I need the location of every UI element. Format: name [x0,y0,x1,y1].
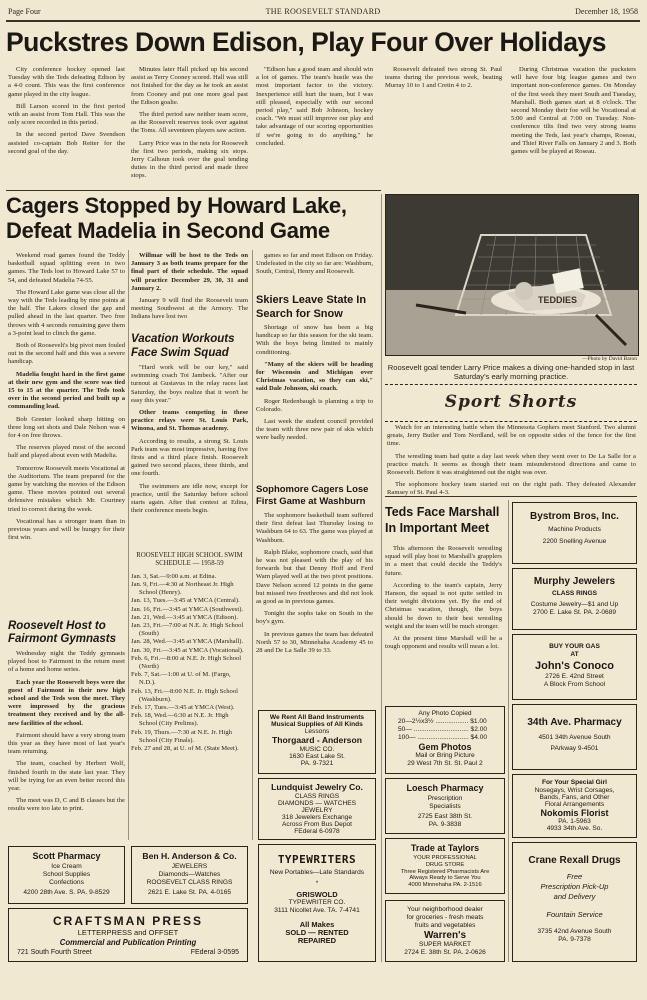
paragraph: According to the team's captain, Jerry Hanson, the squad is not quite settled in their weight divisions yet. By the end of Christmas vacation, though, the boys should be down to their best wrestling weight and the team will be much stronger. [385,581,502,630]
paragraph: At the present time Marshall will be a tough opponent and results will mean a lot. [385,635,502,651]
ad-loesch [385,778,505,834]
headline-pucksters: Puckstres Down Edison, Play Four Over Holidays [6,27,606,57]
ad-line: Across From Bus Depot [282,821,352,828]
paragraph: The team, coached by Herbert Wolf, finished fourth in the state last year. They will be trying for an even better record this year. [8,760,125,793]
ad-line: 4501 34th Avenue South [538,734,611,741]
swim-schedule-item: Jan. 9, Fri.—4:30 at Northeast Jr. High School (Henry). [131,581,234,597]
swim-schedule-item: Jan. 21, Wed.—3:45 at YMCA (Edison). [131,613,238,621]
paragraph: Wednesday night the Teddy gymnasts played host to Fairmont in the return meet of a home and home series. [8,650,125,674]
paragraph: Tomorrow Roosevelt meets Vocational at the Auditorium. The team prepared for the game by watching the movies of the Edison game. These movies pointed out several defensive mistakes which Mr. Courtney tried to correct during the week. [8,464,125,513]
paragraph: The swimmers are idle now, except for practice, until the Saturday before school starts again. After that contest at Edina, their conference meets begin. [131,482,248,515]
article-cagers-col3 [256,252,373,281]
paragraph: Shortage of snow has been a big handicap so far this season for the ski team. With the boys being limited to mainly conditioning. [256,324,373,356]
ad-line: Specialists [429,803,461,810]
ad-line: ROOSEVELT CLASS RINGS [146,879,233,886]
swim-schedule-item: Feb. 18, Wed.—6:30 at N.E. Jr. High School (City Prelims). [131,712,229,728]
paragraph: The sophomore basketball team suffered their first defeat last Thursday losing to Washburn 64 to 63. The game was played at Washburn. [256,512,373,544]
swim-schedule-item: Jan. 28, Wed.—3:45 at YMCA (Marshall). [131,638,244,646]
ad-name: Loesch Pharmacy [406,783,484,793]
ad-line: Any Photo Copied [418,710,472,717]
ad-line: * [315,880,319,887]
paragraph: Watch for an interesting battle when the Minnesota Gophers meet Stanford. Two alumni greats, Jerry Butler and Tom Nordland, will be on opposite sides of the fence for the first time. [387,424,636,448]
ad-line: SUPER MARKET [418,941,472,948]
paragraph: Each year the Roosevelt boys were the guest of Fairmont in their new high school and the Teds won the meet. They were impressed by the gracious treatment they received and by the all-new facilities of the school. [8,678,125,727]
ad-name: CRAFTSMAN PRESS [52,914,203,928]
paragraph: City conference hockey opened last Tuesday with the Teds defeating Edison by a 4-0 count. This was the first conference game played in the city league. [8,66,125,98]
ad-line: New Portables—Late Standards [269,869,365,876]
ad-line: Confections [49,879,84,886]
column-rule [128,250,129,840]
ad-line: 1630 East Lake St. [289,753,345,760]
ad-line: 50— .............................. $2.00 [398,726,488,733]
ad-line: Three Registered Pharmacists Are [400,868,490,875]
ad-line: SOLD — RENTED [285,928,349,937]
paragraph: Minutes later Hall picked up his second assist as Terry Cooney scored. Hall was still not finished for the day as he took an assist from Cooney and put one more goal past the Edison goalie. [131,66,248,106]
article-pucksters-col2 [131,66,248,185]
swim-schedule-item: Jan. 23, Fri.—7:00 at N.E. Jr. High School (South) [131,622,244,638]
paragraph: The meet was D, C and B classes but the results were too late to print. [8,797,125,813]
paragraph: Willmar will be host to the Teds on January 3 as both teams prepare for the final part of their schedule. The squad will practice December 29, 30, 31 and January 2. [131,252,248,292]
ad-name: Thorgaard - Anderson [272,735,362,745]
ad-line: CLASS RINGS [551,590,598,597]
paragraph: During Christmas vacation the pucksters will have four big league games and two important non-conference games. On Monday of the first week they meet South and Tuesday, Marshall. Both games start at 8 o'clock. The second Monday their foe will be Vocational at 5:00 and Central at 7:00 on Tuesday. Non-conference tilts find two very strong teams meeting the Teds, last year's champs, Roseau, and Thief River Falls on January 2 and 3. Both games will be played at Roseau. [511,66,636,156]
paragraph: In the second period Dave Svendson assisted co-captain Bob Reiter for the second goal of the day. [8,131,125,155]
headline-cagers: Cagers Stopped by Howard Lake, Defeat Madelia in Second Game [6,193,347,243]
ad-line: GRISWOLD [296,890,338,899]
ad-line: DIAMONDS — WATCHES [277,800,357,807]
article-swim [131,364,248,519]
ad-name: Crane Rexall Drugs [528,855,621,866]
ad-line: 29 West 7th St. St. Paul 2 [407,760,483,767]
ad-line: 2200 Snelling Avenue [542,538,607,545]
ad-name: John's Conoco [534,660,614,672]
ad-line: LETTERPRESS and OFFSET [77,928,179,937]
ad-line: PA. 1-5963 [558,818,591,825]
hockey-photo [385,194,639,356]
ad-name: 34th Ave. Pharmacy [527,717,622,728]
ad-bystrom [512,502,637,564]
ad-name: Gem Photos [418,742,472,752]
ad-line: 2725 East 38th St. [417,813,473,820]
ad-nokomis [512,774,637,838]
ad-line: Costume Jewelry—$1 and Up [530,601,619,608]
ad-line: All Makes [299,920,335,929]
ad-line: 721 South Fourth Street [17,949,92,956]
ad-line: FEderal 6-0978 [294,828,340,835]
ad-line: 2700 E. Lake St. PA. 2-0689 [532,609,617,616]
ad-line: PA. 9-7321 [300,760,334,767]
article-fairmont [8,650,125,818]
article-pucksters-col5 [511,66,636,160]
ad-line: MUSIC CO. [299,746,335,753]
paragraph: January 9 will find the Roosevelt team meeting Southwest at the Armory. The Indians have lost two [131,297,248,321]
article-skiers [256,324,373,447]
paragraph: According to results, a strong St. Louis Park team was most impressive, having five firsts and a third place finish. Roosevelt gained two second places, three thirds, and one fourth. [131,437,248,478]
column-rule [252,250,253,840]
ad-line: Commercial and Publication Printing [59,938,197,947]
ad-line: PArkway 9-4501 [550,745,599,752]
paragraph: In previous games the team has defeated North 57 to 30, Minnehaha Academy 45 to 28 and De La Salle 39 to 33. [256,630,373,655]
section-rule [6,190,381,191]
page-number: Page Four [8,7,41,16]
paragraph: The Howard Lake game was close all the way with the Teds leading by nine points at the half. The Lakers closed the gap and pulled ahead in the last quarter. Two free throws with 4 seconds remaining gave them a 3-point lead to clinch the game. [8,288,125,337]
ad-line: Your neighborhood dealer [407,906,483,913]
column-rule [381,194,382,962]
swim-schedule-item: Jan. 3, Sat.—9:00 a.m. at Edina. [131,572,217,580]
headline-fairmont: Roosevelt Host to Fairmont Gymnasts [8,620,116,645]
article-pucksters-col1 [8,66,125,160]
ad-line: Free [566,872,583,881]
ad-line: 318 Jewelers Exchange [281,814,352,821]
swim-schedule-item: Feb. 6, Fri.—8:00 at N.E. Jr. High School (North) [131,654,242,671]
ad-line: Prescription [427,795,463,802]
sport-shorts-text [387,424,636,502]
paragraph: The reserves played most of the second half and played about even with Madelia. [8,444,125,460]
ad-craftsman-press [8,908,248,962]
ad-name: Bystrom Bros, Inc. [530,511,619,522]
paragraph: Weekend road games found the Teddy basketball squad splitting even in two games. The Teds lost to Howard Lake 57 to 54, and defeated Madelia 74-55. [8,252,125,284]
ad-line: AT [570,651,579,658]
sport-shorts-box [385,384,637,422]
section-rule [385,496,637,497]
ad-scott-pharmacy [8,846,125,904]
article-sophomore [256,512,373,659]
ad-line: For Your Special Girl [542,779,607,786]
headline-skiers: Skiers Leave State In Search for Snow [256,294,367,320]
ad-thorgaard [258,710,376,774]
paragraph: Tonight the sophs take on South in the boy's gym. [256,610,373,626]
issue-date: December 18, 1958 [575,7,638,16]
column-rule [508,500,509,962]
paragraph: games so far and meet Edison on Friday. Undefeated in the city so far are: Washburn, South, Central, Henry and Roosevelt. [256,252,373,276]
swim-schedule-list [131,573,248,753]
ad-line: Bands, Fans, and Other [539,794,610,801]
swim-schedule-title: ROOSEVELT HIGH SCHOOL SWIM SCHEDULE — 1958-59 [136,552,243,568]
swim-schedule [131,552,248,753]
paragraph: "Many of the skiers will be heading for Wisconsin and Michigan over Christmas vacation, so they can ski," said Dale Johnson, ski coach. [256,360,373,393]
ad-line: 3735 42nd Avenue South [537,928,612,935]
ad-line: Fountain Service [546,910,603,919]
ad-line: 4933 34th Ave. So. [546,825,603,832]
ad-crane [512,842,637,962]
ad-line: 4000 Minnehaha PA. 2-1516 [408,882,482,889]
ad-line: TYPEWRITER CO. [288,899,346,906]
ad-line: 20—2½x3½ .................. $1.00 [398,718,487,725]
paragraph: Madelia fought hard in the first game at their new gym and the score was tied 15 to 15 at the quarter. The Teds took over in the second period and built up a commanding lead. [8,370,125,411]
paragraph: Last week the student council provided the team with three new pair of skis which were badly needed. [256,418,373,442]
paragraph: Both of Roosevelt's big pivot men fouled out in the second half and this was a severe handicap. [8,342,125,366]
paragraph: Other teams competing in these practice relays were St. Louis Park, Winona, and St. Thomas academy. [131,409,248,433]
hockey-photo-image [386,195,638,355]
headline-swim: Vacation Workouts Face Swim Squad [131,333,235,359]
swim-schedule-item: Feb. 13, Fri.—8:00 N.E. Jr. High School (Washburn). [131,687,238,703]
article-pucksters-col4 [385,66,502,95]
paragraph: The wrestling team had quite a day last week when they went over to De La Salle for a practice match. It seems as though their team misunderstood directions and came to Roosevelt. Before it was straightened out the night was over. [387,452,636,477]
ad-line: A Block From School [543,681,606,688]
article-cagers-col2 [131,252,248,326]
ad-name: Nokomis Florist [540,808,609,818]
masthead [8,7,638,19]
ad-murphy [512,568,637,630]
paragraph: Larry Price was in the nets for Roosevelt the first two periods, making six stops. Jerry Calhoun took over the goal tending duties in the third period and made three stops. [131,139,248,180]
ad-line: and Delivery [553,892,596,901]
ad-line: 2621 E. Lake St. PA. 4-0165 [147,889,232,896]
ad-line: BUY YOUR GAS [549,643,600,650]
headline-sophomore: Sophomore Cagers Lose First Game at Washburn [256,484,369,507]
paper-name: THE ROOSEVELT STANDARD [265,7,381,16]
article-cagers-col1 [8,252,125,547]
swim-schedule-item: Feb. 19, Thurs.—7:30 at N.E. Jr. High School (City Finals). [131,728,232,744]
swim-schedule-item: Feb. 7, Sat.—1:00 at U. of M. (Fargo, N.D.). [131,671,231,687]
ad-name: Murphy Jewelers [533,576,616,587]
photo-caption: Roosevelt goal tender Larry Price makes a diving one-handed stop in last Saturday's early morning practice. [387,363,635,381]
paragraph: "Hard work will be our key," said swimming coach Toi Jambeck. "After our turnout at Gustavus in the relay races last Saturday, the boys realize that it won't be easy this year." [131,364,248,404]
ad-line: YOUR PROFESSIONAL [413,855,477,861]
sport-shorts-title: Sport Shorts [444,392,578,412]
paragraph: Vocational has a stronger team than in previous years and will be hungry for their first win. [8,517,125,542]
paragraph: Fairmont should have a very strong team this year as they have most of last year's team returning. [8,731,125,756]
ad-typewriters [258,844,376,962]
ad-warren [385,900,505,962]
paragraph: The third period saw neither team score, as the Roosevelt reserves took over against the Toms. All seventeen players saw action. [131,111,248,135]
ad-line: Nosegays, Wrist Corsages, [534,787,615,794]
ad-name: Lundquist Jewelry Co. [271,782,363,792]
ad-line: JEWELERS [171,863,208,870]
ad-line: 2724 E. 38th St. PA. 2-0626 [404,949,486,956]
ad-line: 4200 28th Ave. S. PA. 9-8529 [23,889,110,896]
ad-line: 100— ............................ $4.00 [398,734,488,741]
ad-line: 3111 Nicollet Ave. TA. 7-4741 [274,907,360,914]
ad-34th-pharmacy [512,704,637,770]
swim-schedule-item: Jan. 30, Fri.—3:45 at YMCA (Vocational). [131,646,244,654]
ad-line: FEderal 3-0595 [190,949,239,956]
ad-taylor [385,838,505,894]
masthead-rule [6,20,640,22]
ad-line: 2726 E. 42nd Street [545,673,604,680]
ad-name: Scott Pharmacy [32,851,101,861]
headline-marshall: Teds Face Marshall In Important Meet [385,505,500,535]
ad-ben-anderson [131,846,248,904]
swim-schedule-item: Feb. 17, Tues.—3:45 at YMCA (West). [131,704,235,712]
ad-line: Prescription Pick-Up [540,882,609,891]
ad-line: DRUG STORE [425,861,465,868]
swim-schedule-item: Jan. 16, Fri.—3:45 at YMCA (Southwest). [131,605,244,613]
ad-line: PA. 9-7378 [558,936,591,943]
paragraph: This afternoon the Roosevelt wrestling squad will play host to Marshall's grapplers in a meet that could decide the Teddy's future. [385,545,502,577]
ad-gem-photos [385,706,505,774]
ad-line: Always Ready to Serve You [409,875,481,882]
ad-line: Floral Arrangements [544,801,605,808]
ad-name: TYPEWRITERS [277,853,357,866]
ad-line: for groceries - fresh meats [406,914,484,921]
swim-schedule-item: Jan. 13, Tues.—3:45 at YMCA (Central). [131,597,240,605]
ad-lundquist [258,778,376,840]
paragraph: Roosevelt defeated two strong St. Paul teams during the previous week, beating Murray 10 to 1 and Cretin 4 to 2. [385,66,502,90]
ad-line: CLASS RINGS [294,793,340,800]
article-marshall [385,545,502,655]
paragraph: Bob Grenier looked sharp hitting on three long set shots and Dale Nelson was 4 for 4 on free throws. [8,415,125,440]
ad-line: Machine Products [548,526,601,533]
ad-line: Diamonds—Watches [158,871,221,878]
ad-conoco [512,634,637,700]
paragraph: "Edison has a good team and should win a lot of games. The team's hustle was the most important factor to the victory. Inexperience still hurt the team, but I was still pleased, especially with our second period play," said Bob Johnson, hockey coach. "We must still improve our play and take advantage of our scoring opportunities if we're going to do anything," he concluded. [256,66,373,147]
ad-name: Warren's [423,930,467,941]
paragraph: Roger Redenbaugh is planning a trip to Colorado. [256,397,373,413]
ad-line: Mail or Bring Picture [415,752,475,759]
ad-line: Ice Cream [51,863,82,870]
ad-line: PA. 9-3838 [428,821,462,828]
ad-line: fruits and vegetables [414,922,476,929]
ad-line: JEWELRY [301,807,333,814]
article-pucksters-col3 [256,66,373,152]
swim-schedule-item: Feb. 27 and 28, at U. of M. (State Meet). [131,745,239,753]
ad-line: School Supplies [42,871,91,878]
ad-line: Lessons [304,728,330,735]
photo-credit: —Photo by David Baron [582,356,637,362]
jersey-text: TEDDIES [538,295,578,305]
paragraph: Ralph Blake, sophomore coach, said that he was not pleased with the play of his forwards but that Denny Hoff and Ferd Warn played well at the two pivot positions. Dave Nelson scored 12 points in the game but missed two freethrows and did not look as good as in previous games. [256,548,373,606]
ad-line: We Rent All Band Instruments [269,714,365,721]
ad-name: Ben H. Anderson & Co. [142,851,237,861]
paragraph: The sophomore hockey team started out on the right path. They defeated Alexander Ramsey of St. Paul 4-3. [387,481,636,497]
ad-name: Trade at Taylors [410,843,480,853]
paragraph: Bill Larson scored in the first period with an assist from Tom Hall. This was the only score recorded in this period. [8,102,125,127]
ad-line: Musical Supplies of All Kinds [271,721,363,728]
ad-line: REPAIRED [297,936,337,945]
